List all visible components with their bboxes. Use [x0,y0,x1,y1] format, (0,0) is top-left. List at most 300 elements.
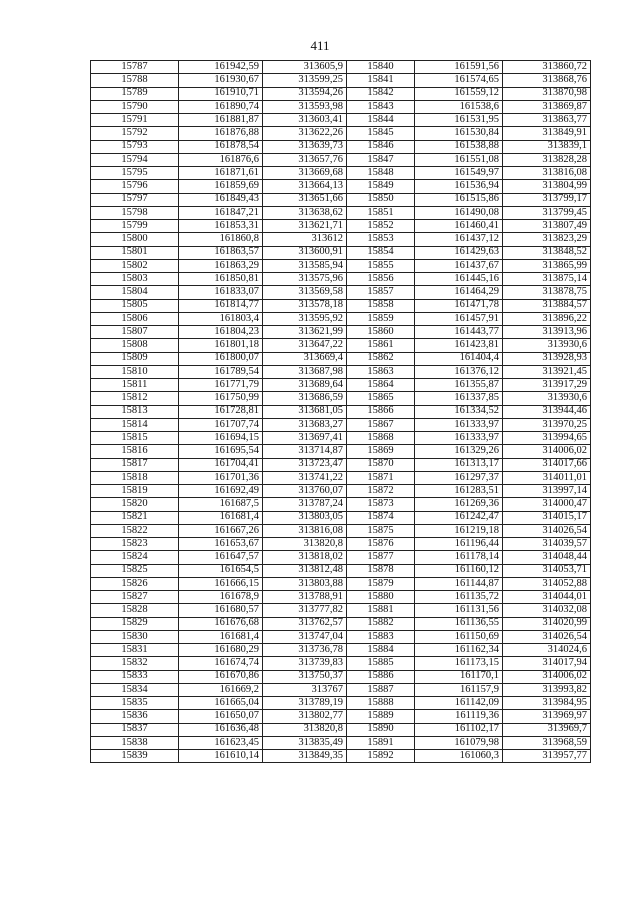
x-coordinate-cell: 161610,14 [179,750,263,763]
x-coordinate-cell: 161437,67 [415,259,503,272]
x-coordinate-cell: 161536,94 [415,180,503,193]
table-row [91,193,591,206]
point-number-cell: 15867 [347,418,415,431]
x-coordinate-cell: 161355,87 [415,379,503,392]
point-number-cell: 15851 [347,206,415,219]
point-number-cell: 15804 [91,286,179,299]
y-coordinate-cell: 313917,29 [503,379,591,392]
x-coordinate-cell: 161804,23 [179,326,263,339]
x-coordinate-cell: 161060,3 [415,750,503,763]
point-number-cell: 15831 [91,644,179,657]
point-number-cell: 15824 [91,551,179,564]
point-number-cell: 15843 [347,100,415,113]
x-coordinate-cell: 161160,12 [415,564,503,577]
y-coordinate-cell: 313789,19 [263,697,347,710]
point-number-cell: 15872 [347,485,415,498]
x-coordinate-cell: 161559,12 [415,87,503,100]
point-number-cell: 15884 [347,644,415,657]
table-row [91,379,591,392]
y-coordinate-cell: 313820,8 [263,723,347,736]
table-row [91,220,591,233]
x-coordinate-cell: 161890,74 [179,100,263,113]
table-row [91,471,591,484]
y-coordinate-cell: 313760,07 [263,485,347,498]
y-coordinate-cell: 314048,44 [503,551,591,564]
point-number-cell: 15787 [91,61,179,74]
x-coordinate-cell: 161681,4 [179,630,263,643]
point-number-cell: 15823 [91,538,179,551]
y-coordinate-cell: 314039,57 [503,538,591,551]
point-number-cell: 15846 [347,140,415,153]
x-coordinate-cell: 161833,07 [179,286,263,299]
x-coordinate-cell: 161681,4 [179,511,263,524]
point-number-cell: 15817 [91,458,179,471]
x-coordinate-cell: 161178,14 [415,551,503,564]
y-coordinate-cell: 313621,71 [263,220,347,233]
x-coordinate-cell: 161871,61 [179,167,263,180]
x-coordinate-cell: 161801,18 [179,339,263,352]
x-coordinate-cell: 161701,36 [179,471,263,484]
y-coordinate-cell: 313812,48 [263,564,347,577]
y-coordinate-cell: 313569,58 [263,286,347,299]
y-coordinate-cell: 313669,4 [263,352,347,365]
y-coordinate-cell: 313984,95 [503,697,591,710]
table-row [91,273,591,286]
point-number-cell: 15833 [91,670,179,683]
x-coordinate-cell: 161847,21 [179,206,263,219]
table-row [91,458,591,471]
y-coordinate-cell: 313741,22 [263,471,347,484]
point-number-cell: 15852 [347,220,415,233]
point-number-cell: 15828 [91,604,179,617]
y-coordinate-cell: 313869,87 [503,100,591,113]
x-coordinate-cell: 161666,15 [179,577,263,590]
y-coordinate-cell: 313687,98 [263,365,347,378]
x-coordinate-cell: 161803,4 [179,312,263,325]
point-number-cell: 15858 [347,299,415,312]
y-coordinate-cell: 313736,78 [263,644,347,657]
table-row [91,352,591,365]
table-row [91,498,591,511]
x-coordinate-cell: 161850,81 [179,273,263,286]
x-coordinate-cell: 161376,12 [415,365,503,378]
y-coordinate-cell: 313860,72 [503,61,591,74]
point-number-cell: 15869 [347,445,415,458]
table-row [91,697,591,710]
point-number-cell: 15844 [347,114,415,127]
y-coordinate-cell: 313578,18 [263,299,347,312]
point-number-cell: 15864 [347,379,415,392]
x-coordinate-cell: 161150,69 [415,630,503,643]
y-coordinate-cell: 313818,02 [263,551,347,564]
x-coordinate-cell: 161404,4 [415,352,503,365]
y-coordinate-cell: 313647,22 [263,339,347,352]
point-number-cell: 15795 [91,167,179,180]
y-coordinate-cell: 313575,96 [263,273,347,286]
x-coordinate-cell: 161457,91 [415,312,503,325]
y-coordinate-cell: 313863,77 [503,114,591,127]
table-row [91,723,591,736]
point-number-cell: 15822 [91,524,179,537]
y-coordinate-cell: 314017,94 [503,657,591,670]
x-coordinate-cell: 161530,84 [415,127,503,140]
point-number-cell: 15819 [91,485,179,498]
table-row [91,445,591,458]
point-number-cell: 15891 [347,736,415,749]
y-coordinate-cell: 313593,98 [263,100,347,113]
x-coordinate-cell: 161490,08 [415,206,503,219]
y-coordinate-cell: 313750,37 [263,670,347,683]
y-coordinate-cell: 313651,66 [263,193,347,206]
x-coordinate-cell: 161910,71 [179,87,263,100]
x-coordinate-cell: 161329,26 [415,445,503,458]
y-coordinate-cell: 313594,26 [263,87,347,100]
y-coordinate-cell: 313697,41 [263,432,347,445]
point-number-cell: 15856 [347,273,415,286]
y-coordinate-cell: 313848,52 [503,246,591,259]
x-coordinate-cell: 161687,5 [179,498,263,511]
x-coordinate-cell: 161853,31 [179,220,263,233]
x-coordinate-cell: 161531,95 [415,114,503,127]
x-coordinate-cell: 161876,88 [179,127,263,140]
point-number-cell: 15878 [347,564,415,577]
x-coordinate-cell: 161142,09 [415,697,503,710]
x-coordinate-cell: 161665,04 [179,697,263,710]
y-coordinate-cell: 313884,57 [503,299,591,312]
x-coordinate-cell: 161131,56 [415,604,503,617]
table-row [91,233,591,246]
point-number-cell: 15841 [347,74,415,87]
x-coordinate-cell: 161079,98 [415,736,503,749]
point-number-cell: 15826 [91,577,179,590]
table-row [91,365,591,378]
coordinates-table-body [91,61,591,763]
point-number-cell: 15861 [347,339,415,352]
point-number-cell: 15806 [91,312,179,325]
x-coordinate-cell: 161551,08 [415,153,503,166]
x-coordinate-cell: 161694,15 [179,432,263,445]
y-coordinate-cell: 313849,35 [263,750,347,763]
y-coordinate-cell: 313969,7 [503,723,591,736]
table-row [91,524,591,537]
table-row [91,577,591,590]
table-row [91,564,591,577]
point-number-cell: 15820 [91,498,179,511]
point-number-cell: 15813 [91,405,179,418]
point-number-cell: 15886 [347,670,415,683]
x-coordinate-cell: 161800,07 [179,352,263,365]
point-number-cell: 15857 [347,286,415,299]
x-coordinate-cell: 161704,41 [179,458,263,471]
point-number-cell: 15876 [347,538,415,551]
y-coordinate-cell: 313739,83 [263,657,347,670]
table-row [91,286,591,299]
y-coordinate-cell: 313820,8 [263,538,347,551]
y-coordinate-cell: 314006,02 [503,670,591,683]
table-row [91,736,591,749]
x-coordinate-cell: 161654,5 [179,564,263,577]
table-row [91,644,591,657]
y-coordinate-cell: 313835,49 [263,736,347,749]
point-number-cell: 15834 [91,683,179,696]
point-number-cell: 15792 [91,127,179,140]
y-coordinate-cell: 313921,45 [503,365,591,378]
y-coordinate-cell: 313603,41 [263,114,347,127]
x-coordinate-cell: 161219,18 [415,524,503,537]
y-coordinate-cell: 313944,46 [503,405,591,418]
x-coordinate-cell: 161942,59 [179,61,263,74]
x-coordinate-cell: 161297,37 [415,471,503,484]
y-coordinate-cell: 314032,08 [503,604,591,617]
table-row [91,405,591,418]
x-coordinate-cell: 161464,29 [415,286,503,299]
point-number-cell: 15860 [347,326,415,339]
x-coordinate-cell: 161728,81 [179,405,263,418]
point-number-cell: 15874 [347,511,415,524]
table-row [91,167,591,180]
point-number-cell: 15798 [91,206,179,219]
x-coordinate-cell: 161674,74 [179,657,263,670]
point-number-cell: 15818 [91,471,179,484]
x-coordinate-cell: 161680,29 [179,644,263,657]
x-coordinate-cell: 161144,87 [415,577,503,590]
point-number-cell: 15873 [347,498,415,511]
y-coordinate-cell: 313595,92 [263,312,347,325]
y-coordinate-cell: 313994,65 [503,432,591,445]
y-coordinate-cell: 313807,49 [503,220,591,233]
table-row [91,604,591,617]
x-coordinate-cell: 161670,86 [179,670,263,683]
y-coordinate-cell: 313612 [263,233,347,246]
x-coordinate-cell: 161692,49 [179,485,263,498]
point-number-cell: 15810 [91,365,179,378]
x-coordinate-cell: 161333,97 [415,432,503,445]
y-coordinate-cell: 313816,08 [503,167,591,180]
point-number-cell: 15842 [347,87,415,100]
x-coordinate-cell: 161750,99 [179,392,263,405]
table-row [91,299,591,312]
x-coordinate-cell: 161460,41 [415,220,503,233]
x-coordinate-cell: 161881,87 [179,114,263,127]
y-coordinate-cell: 313970,25 [503,418,591,431]
y-coordinate-cell: 313928,93 [503,352,591,365]
point-number-cell: 15892 [347,750,415,763]
y-coordinate-cell: 313767 [263,683,347,696]
y-coordinate-cell: 314044,01 [503,591,591,604]
point-number-cell: 15880 [347,591,415,604]
y-coordinate-cell: 314020,99 [503,617,591,630]
point-number-cell: 15805 [91,299,179,312]
point-number-cell: 15789 [91,87,179,100]
x-coordinate-cell: 161515,86 [415,193,503,206]
point-number-cell: 15812 [91,392,179,405]
x-coordinate-cell: 161859,69 [179,180,263,193]
y-coordinate-cell: 313777,82 [263,604,347,617]
y-coordinate-cell: 313664,13 [263,180,347,193]
table-row [91,418,591,431]
y-coordinate-cell: 313997,14 [503,485,591,498]
point-number-cell: 15868 [347,432,415,445]
point-number-cell: 15836 [91,710,179,723]
y-coordinate-cell: 313823,29 [503,233,591,246]
y-coordinate-cell: 313799,45 [503,206,591,219]
x-coordinate-cell: 161313,17 [415,458,503,471]
x-coordinate-cell: 161623,45 [179,736,263,749]
x-coordinate-cell: 161789,54 [179,365,263,378]
table-row [91,630,591,643]
x-coordinate-cell: 161876,6 [179,153,263,166]
table-row [91,61,591,74]
x-coordinate-cell: 161814,77 [179,299,263,312]
y-coordinate-cell: 313723,47 [263,458,347,471]
x-coordinate-cell: 161334,52 [415,405,503,418]
point-number-cell: 15850 [347,193,415,206]
y-coordinate-cell: 313669,68 [263,167,347,180]
x-coordinate-cell: 161650,07 [179,710,263,723]
point-number-cell: 15790 [91,100,179,113]
point-number-cell: 15797 [91,193,179,206]
point-number-cell: 15863 [347,365,415,378]
point-number-cell: 15845 [347,127,415,140]
y-coordinate-cell: 313657,76 [263,153,347,166]
y-coordinate-cell: 313585,94 [263,259,347,272]
y-coordinate-cell: 313747,04 [263,630,347,643]
x-coordinate-cell: 161636,48 [179,723,263,736]
x-coordinate-cell: 161337,85 [415,392,503,405]
table-row [91,339,591,352]
table-row [91,140,591,153]
y-coordinate-cell: 313849,91 [503,127,591,140]
x-coordinate-cell: 161667,26 [179,524,263,537]
point-number-cell: 15814 [91,418,179,431]
point-number-cell: 15796 [91,180,179,193]
y-coordinate-cell: 313839,1 [503,140,591,153]
point-number-cell: 15839 [91,750,179,763]
table-row [91,74,591,87]
x-coordinate-cell: 161471,78 [415,299,503,312]
point-number-cell: 15825 [91,564,179,577]
x-coordinate-cell: 161538,6 [415,100,503,113]
y-coordinate-cell: 313878,75 [503,286,591,299]
x-coordinate-cell: 161196,44 [415,538,503,551]
point-number-cell: 15794 [91,153,179,166]
table-row [91,392,591,405]
y-coordinate-cell: 313802,77 [263,710,347,723]
point-number-cell: 15862 [347,352,415,365]
y-coordinate-cell: 313993,82 [503,683,591,696]
point-number-cell: 15879 [347,577,415,590]
point-number-cell: 15877 [347,551,415,564]
x-coordinate-cell: 161423,81 [415,339,503,352]
x-coordinate-cell: 161669,2 [179,683,263,696]
y-coordinate-cell: 313803,88 [263,577,347,590]
point-number-cell: 15793 [91,140,179,153]
y-coordinate-cell: 313930,6 [503,339,591,352]
point-number-cell: 15849 [347,180,415,193]
y-coordinate-cell: 313803,05 [263,511,347,524]
x-coordinate-cell: 161162,34 [415,644,503,657]
y-coordinate-cell: 313788,91 [263,591,347,604]
y-coordinate-cell: 314015,17 [503,511,591,524]
point-number-cell: 15871 [347,471,415,484]
point-number-cell: 15859 [347,312,415,325]
point-number-cell: 15802 [91,259,179,272]
table-row [91,670,591,683]
x-coordinate-cell: 161170,1 [415,670,503,683]
point-number-cell: 15887 [347,683,415,696]
point-number-cell: 15882 [347,617,415,630]
y-coordinate-cell: 313799,17 [503,193,591,206]
y-coordinate-cell: 313622,26 [263,127,347,140]
point-number-cell: 15816 [91,445,179,458]
point-number-cell: 15800 [91,233,179,246]
point-number-cell: 15815 [91,432,179,445]
table-row [91,591,591,604]
x-coordinate-cell: 161135,72 [415,591,503,604]
table-row [91,127,591,140]
point-number-cell: 15808 [91,339,179,352]
table-row [91,180,591,193]
point-number-cell: 15881 [347,604,415,617]
table-row [91,551,591,564]
x-coordinate-cell: 161538,88 [415,140,503,153]
y-coordinate-cell: 313816,08 [263,524,347,537]
y-coordinate-cell: 313875,14 [503,273,591,286]
y-coordinate-cell: 313762,57 [263,617,347,630]
x-coordinate-cell: 161119,36 [415,710,503,723]
table-row [91,100,591,113]
table-row [91,259,591,272]
y-coordinate-cell: 313621,99 [263,326,347,339]
y-coordinate-cell: 313968,59 [503,736,591,749]
x-coordinate-cell: 161574,65 [415,74,503,87]
point-number-cell: 15799 [91,220,179,233]
point-number-cell: 15854 [347,246,415,259]
y-coordinate-cell: 313896,22 [503,312,591,325]
x-coordinate-cell: 161695,54 [179,445,263,458]
x-coordinate-cell: 161173,15 [415,657,503,670]
coordinates-table [90,60,591,763]
x-coordinate-cell: 161849,43 [179,193,263,206]
point-number-cell: 15885 [347,657,415,670]
x-coordinate-cell: 161429,63 [415,246,503,259]
point-number-cell: 15807 [91,326,179,339]
x-coordinate-cell: 161269,36 [415,498,503,511]
x-coordinate-cell: 161242,47 [415,511,503,524]
point-number-cell: 15853 [347,233,415,246]
y-coordinate-cell: 313930,6 [503,392,591,405]
y-coordinate-cell: 313638,62 [263,206,347,219]
page-number: 411 [310,38,330,53]
table-row [91,617,591,630]
y-coordinate-cell: 314053,71 [503,564,591,577]
x-coordinate-cell: 161930,67 [179,74,263,87]
y-coordinate-cell: 313913,96 [503,326,591,339]
table-row [91,312,591,325]
point-number-cell: 15889 [347,710,415,723]
x-coordinate-cell: 161863,29 [179,259,263,272]
point-number-cell: 15866 [347,405,415,418]
x-coordinate-cell: 161437,12 [415,233,503,246]
point-number-cell: 15791 [91,114,179,127]
point-number-cell: 15801 [91,246,179,259]
table-row [91,206,591,219]
y-coordinate-cell: 314017,66 [503,458,591,471]
y-coordinate-cell: 314011,01 [503,471,591,484]
y-coordinate-cell: 314026,54 [503,630,591,643]
y-coordinate-cell: 313957,77 [503,750,591,763]
y-coordinate-cell: 313969,97 [503,710,591,723]
